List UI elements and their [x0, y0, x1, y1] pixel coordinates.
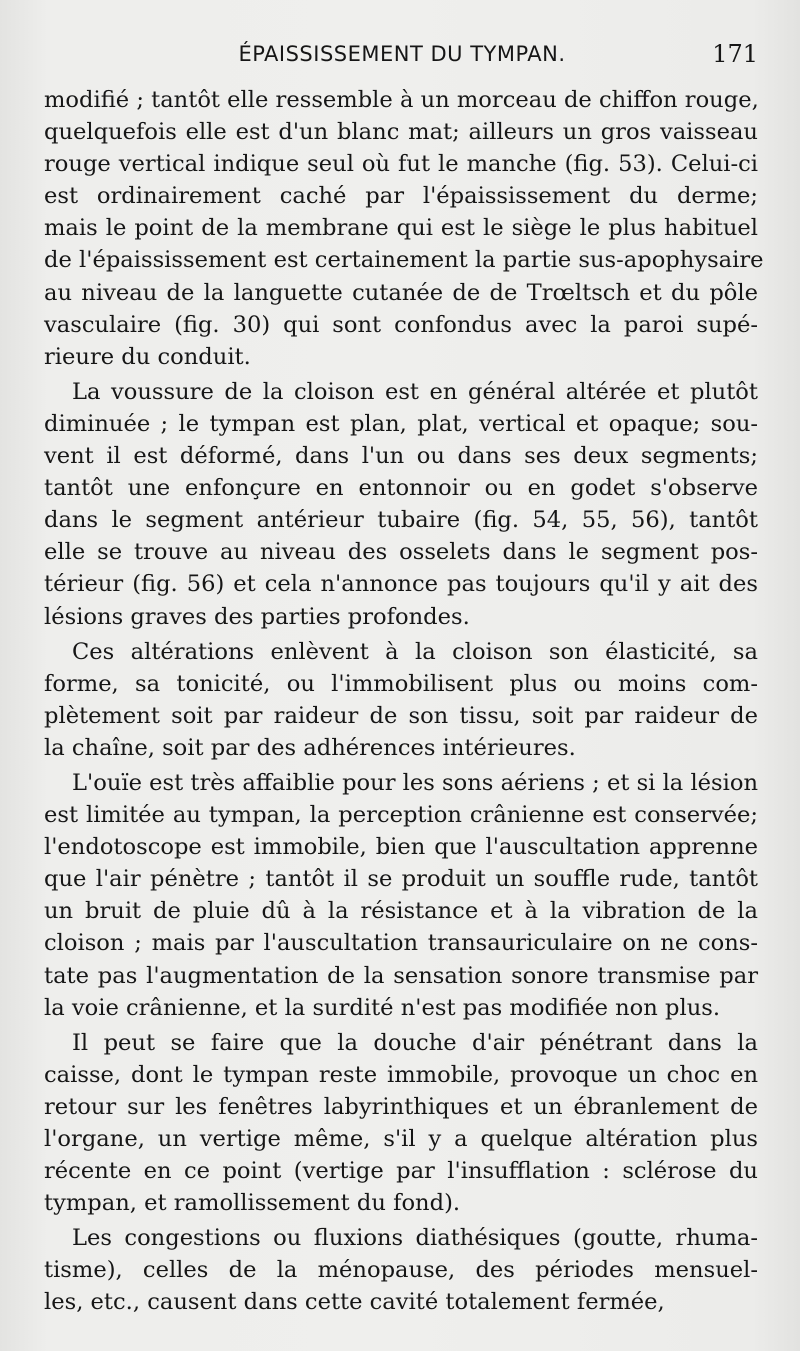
- text-line: cloison ; mais par l'auscultation transauriculaire on ne cons-: [44, 930, 758, 957]
- text-line: dans le segment antérieur tubaire (fig. 54, 55, 56), tantôt: [44, 507, 758, 534]
- body-text: [44, 84, 764, 1319]
- text-line: l'endotoscope est immobile, bien que l'auscultation apprenne: [44, 834, 758, 861]
- running-header: [46, 38, 758, 72]
- text-line: est limitée au tympan, la perception crânienne est conservée;: [44, 802, 758, 829]
- text-line: est ordinairement caché par l'épaississement du derme;: [44, 183, 758, 210]
- text-line: diminuée ; le tympan est plan, plat, vertical et opaque; sou-: [44, 410, 758, 437]
- paragraph: [44, 1027, 758, 1220]
- text-line: elle se trouve au niveau des osselets dans le segment pos-: [44, 539, 758, 566]
- text-line: au niveau de la languette cutanée de de Trœltsch et du pôle: [44, 279, 758, 306]
- text-line: la chaîne, soit par des adhérences intérieures.: [44, 734, 576, 761]
- text-line: tympan, et ramollissement du fond).: [44, 1190, 461, 1217]
- text-line: tisme), celles de la ménopause, des périodes mensuel-: [44, 1257, 758, 1284]
- text-line: les, etc., causent dans cette cavité totalement fermée,: [44, 1289, 665, 1316]
- text-line: la voie crânienne, et la surdité n'est pas modifiée non plus.: [44, 994, 721, 1021]
- paragraph: [44, 376, 758, 633]
- text-line: rieure du conduit.: [44, 343, 251, 370]
- text-line: quelquefois elle est d'un blanc mat; ailleurs un gros vaisseau: [44, 119, 758, 146]
- running-title: ÉPAISSISSEMENT DU TYMPAN.: [238, 42, 566, 66]
- text-line: forme, sa tonicité, ou l'immobilisent plus ou moins com-: [44, 670, 758, 697]
- paragraph: [44, 636, 758, 764]
- text-line: caisse, dont le tympan reste immobile, provoque un choc en: [44, 1061, 758, 1088]
- text-line: lésions graves des parties profondes.: [44, 603, 470, 630]
- text-line: La voussure de la cloison est en général altérée et plutôt: [72, 378, 758, 405]
- paragraph: [44, 84, 764, 373]
- text-line: Les congestions ou fluxions diathésiques (goutte, rhuma-: [72, 1225, 758, 1252]
- text-line: l'organe, un vertige même, s'il y a quelque altération plus: [44, 1126, 758, 1152]
- paragraph: [44, 1222, 758, 1318]
- paragraph: [44, 767, 758, 1024]
- text-line: récente en ce point (vertige par l'insufflation : sclérose du: [44, 1158, 758, 1185]
- text-line: tate pas l'augmentation de la sensation sonore transmise par: [44, 962, 758, 989]
- text-line: Ces altérations enlèvent à la cloison son élasticité, sa: [72, 638, 758, 665]
- page-number: 171: [712, 40, 758, 68]
- text-line: modifié ; tantôt elle ressemble à un morceau de chiffon rouge,: [44, 87, 759, 113]
- text-line: vent il est déformé, dans l'un ou dans ses deux segments;: [44, 443, 758, 470]
- text-line: tantôt une enfonçure en entonnoir ou en godet s'observe: [44, 475, 758, 502]
- text-line: Il peut se faire que la douche d'air pénétrant dans la: [72, 1029, 758, 1056]
- text-line: mais le point de la membrane qui est le siège le plus habituel: [44, 215, 758, 242]
- text-line: vasculaire (fig. 30) qui sont confondus avec la paroi supé-: [44, 311, 758, 338]
- text-line: plètement soit par raideur de son tissu, soit par raideur de: [44, 702, 758, 729]
- text-line: un bruit de pluie dû à la résistance et à la vibration de la: [44, 898, 758, 925]
- text-line: de l'épaississement est certainement la partie sus-apophysaire: [44, 247, 764, 274]
- text-line: que l'air pénètre ; tantôt il se produit un souffle rude, tantôt: [44, 866, 758, 893]
- text-line: rouge vertical indique seul où fut le manche (fig. 53). Celui-ci: [44, 151, 758, 178]
- text-line: retour sur les fenêtres labyrinthiques et un ébranlement de: [44, 1093, 758, 1120]
- text-line: L'ouïe est très affaiblie pour les sons aériens ; et si la lésion: [72, 769, 759, 796]
- text-line: térieur (fig. 56) et cela n'annonce pas toujours qu'il y ait des: [44, 571, 758, 598]
